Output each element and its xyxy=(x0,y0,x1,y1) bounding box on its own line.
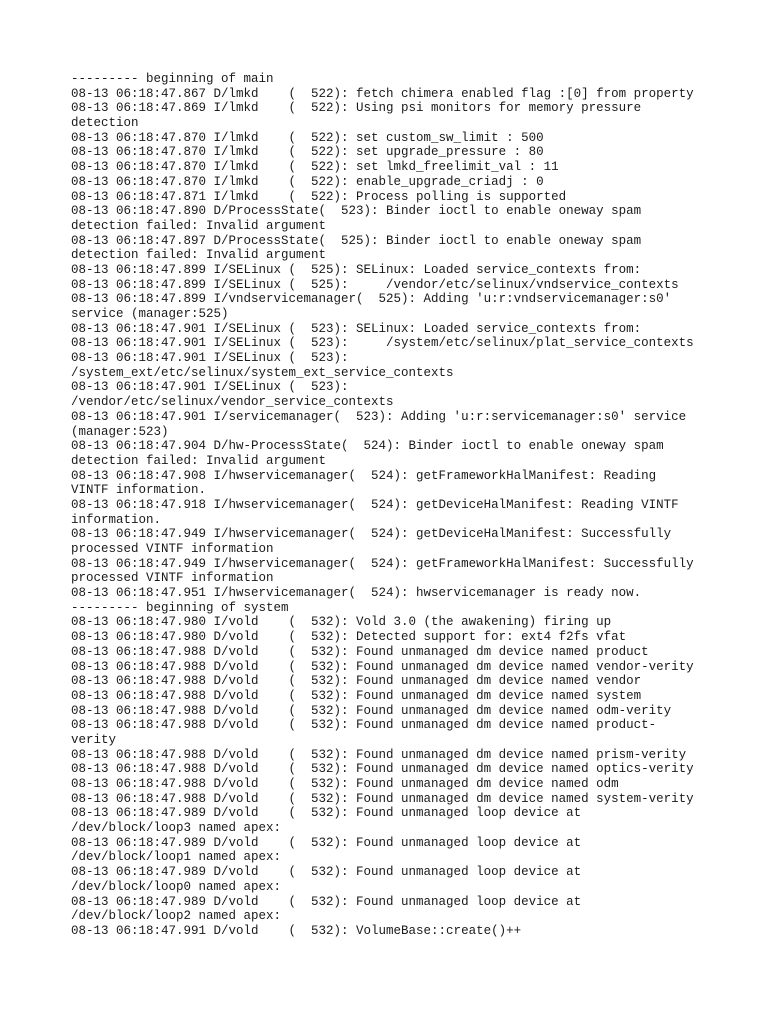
log-line: 08-13 06:18:47.989 D/vold ( 532): Found unmanaged loop device at xyxy=(71,806,582,821)
log-line: --------- beginning of main xyxy=(71,72,274,86)
log-line: 08-13 06:18:47.901 I/SELinux ( 523): xyxy=(71,380,349,395)
log-line: verity xyxy=(71,732,117,747)
log-line: 08-13 06:18:47.988 D/vold ( 532): Found unmanaged dm device named product xyxy=(71,644,649,659)
log-line: 08-13 06:18:47.901 I/SELinux ( 523): /system/etc/selinux/plat_service_contexts xyxy=(71,336,694,351)
log-line: 08-13 06:18:47.988 D/vold ( 532): Found unmanaged dm device named odm xyxy=(71,777,619,791)
log-line: 08-13 06:18:47.980 I/vold ( 532): Vold 3.0 (the awakening) firing up xyxy=(71,615,612,630)
log-line: (manager:523) xyxy=(71,424,169,439)
log-line: 08-13 06:18:47.899 I/SELinux ( 525): /vendor/etc/selinux/vndservice_contexts xyxy=(71,277,679,292)
log-line: 08-13 06:18:47.991 D/vold ( 532): VolumeBase::create()++ xyxy=(71,923,522,938)
log-line: /dev/block/loop3 named apex: xyxy=(71,821,282,836)
log-line: 08-13 06:18:47.901 I/servicemanager( 523): Adding 'u:r:servicemanager:s0' service xyxy=(71,409,687,424)
log-line: /system_ext/etc/selinux/system_ext_service_contexts xyxy=(71,365,454,380)
log-line: 08-13 06:18:47.988 D/vold ( 532): Found unmanaged dm device named system xyxy=(71,688,642,703)
log-line: processed VINTF information xyxy=(71,542,274,556)
log-line: --------- beginning of system xyxy=(71,600,289,615)
log-line: 08-13 06:18:47.918 I/hwservicemanager( 524): getDeviceHalManifest: Reading VINTF xyxy=(71,497,679,512)
log-line: 08-13 06:18:47.988 D/vold ( 532): Found unmanaged dm device named vendor xyxy=(71,674,642,689)
log-line: 08-13 06:18:47.870 I/lmkd ( 522): set custom_sw_limit : 500 xyxy=(71,130,544,145)
log-line: 08-13 06:18:47.988 D/vold ( 532): Found unmanaged dm device named optics-verity xyxy=(71,762,694,777)
log-line: 08-13 06:18:47.901 I/SELinux ( 523): xyxy=(71,351,349,366)
log-line: 08-13 06:18:47.904 D/hw-ProcessState( 524): Binder ioctl to enable oneway spam xyxy=(71,439,664,454)
log-line: 08-13 06:18:47.989 D/vold ( 532): Found unmanaged loop device at xyxy=(71,835,582,850)
log-line: /vendor/etc/selinux/vendor_service_contexts xyxy=(71,395,394,410)
log-line: 08-13 06:18:47.949 I/hwservicemanager( 524): getFrameworkHalManifest: Successfully xyxy=(71,556,694,571)
log-line: 08-13 06:18:47.870 I/lmkd ( 522): set lmkd_freelimit_val : 11 xyxy=(71,160,559,175)
log-line: 08-13 06:18:47.951 I/hwservicemanager( 524): hwservicemanager is ready now. xyxy=(71,586,642,601)
log-line: 08-13 06:18:47.867 D/lmkd ( 522): fetch chimera enabled flag :[0] from property xyxy=(71,86,694,101)
log-line: information. xyxy=(71,512,162,527)
log-line: 08-13 06:18:47.901 I/SELinux ( 523): SELinux: Loaded service_contexts from: xyxy=(71,321,642,336)
log-line: detection failed: Invalid argument xyxy=(71,248,327,263)
log-line: /dev/block/loop2 named apex: xyxy=(71,909,282,924)
log-line: 08-13 06:18:47.989 D/vold ( 532): Found unmanaged loop device at xyxy=(71,894,582,909)
log-line: /dev/block/loop1 named apex: xyxy=(71,850,282,865)
log-line: 08-13 06:18:47.869 I/lmkd ( 522): Using psi monitors for memory pressure xyxy=(71,101,642,116)
log-line: 08-13 06:18:47.871 I/lmkd ( 522): Process polling is supported xyxy=(71,189,567,204)
log-text-block xyxy=(71,72,721,939)
log-line: 08-13 06:18:47.890 D/ProcessState( 523): Binder ioctl to enable oneway spam xyxy=(71,204,642,219)
log-line: 08-13 06:18:47.988 D/vold ( 532): Found unmanaged dm device named system-verity xyxy=(71,791,694,806)
log-line: 08-13 06:18:47.897 D/ProcessState( 525): Binder ioctl to enable oneway spam xyxy=(71,233,642,248)
log-line: 08-13 06:18:47.989 D/vold ( 532): Found unmanaged loop device at xyxy=(71,865,582,880)
log-line: 08-13 06:18:47.908 I/hwservicemanager( 524): getFrameworkHalManifest: Reading xyxy=(71,468,657,483)
log-line: 08-13 06:18:47.899 I/SELinux ( 525): SELinux: Loaded service_contexts from: xyxy=(71,262,642,277)
log-line: 08-13 06:18:47.899 I/vndservicemanager( 525): Adding 'u:r:vndservicemanager:s0' xyxy=(71,292,672,307)
log-line: detection xyxy=(71,116,139,131)
log-line: 08-13 06:18:47.988 D/vold ( 532): Found unmanaged dm device named product- xyxy=(71,718,657,733)
log-line: 08-13 06:18:47.949 I/hwservicemanager( 524): getDeviceHalManifest: Successfully xyxy=(71,527,672,542)
log-line: service (manager:525) xyxy=(71,307,229,321)
log-line: detection failed: Invalid argument xyxy=(71,453,327,468)
log-line: processed VINTF information xyxy=(71,571,274,586)
log-line: VINTF information. xyxy=(71,483,207,498)
log-line: detection failed: Invalid argument xyxy=(71,218,327,233)
log-line: /dev/block/loop0 named apex: xyxy=(71,879,282,894)
log-line: 08-13 06:18:47.988 D/vold ( 532): Found unmanaged dm device named prism-verity xyxy=(71,747,687,762)
log-line: 08-13 06:18:47.988 D/vold ( 532): Found unmanaged dm device named vendor-verity xyxy=(71,659,694,674)
log-line: 08-13 06:18:47.980 D/vold ( 532): Detected support for: ext4 f2fs vfat xyxy=(71,630,627,645)
log-line: 08-13 06:18:47.988 D/vold ( 532): Found unmanaged dm device named odm-verity xyxy=(71,703,672,718)
log-line: 08-13 06:18:47.870 I/lmkd ( 522): enable_upgrade_criadj : 0 xyxy=(71,174,544,189)
log-line: 08-13 06:18:47.870 I/lmkd ( 522): set upgrade_pressure : 80 xyxy=(71,145,544,160)
